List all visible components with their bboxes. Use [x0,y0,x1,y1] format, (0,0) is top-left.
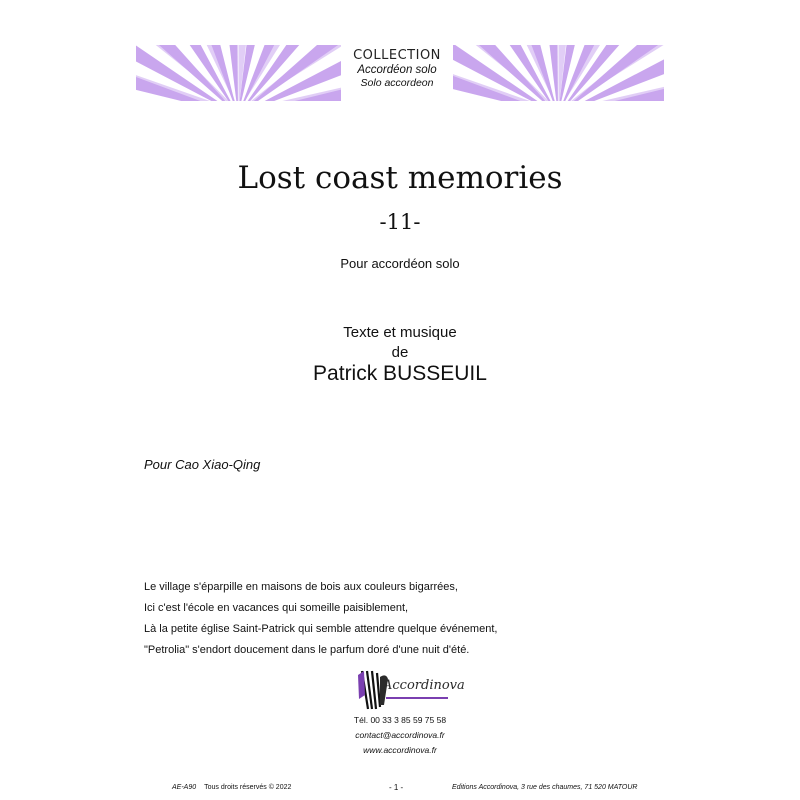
copyright: Tous droits réservés © 2022 [204,784,292,791]
collection-subtitle-fr: Accordéon solo [357,64,437,76]
page-number: - 1 - [389,783,404,792]
poem-line: Le village s'éparpille en maisons de bois aux couleurs bigarrées, [144,581,458,593]
banner-left-pattern [136,45,341,101]
author-name: Patrick BUSSEUIL [313,362,487,385]
poem-text [144,577,497,661]
banner-right-pattern [453,45,664,101]
logo-text: Accordinova [383,678,465,693]
publisher-logo [356,665,465,713]
poem-line: Là la petite église Saint-Patrick qui semble attendre quelque événement, [144,623,498,635]
logo-underline [386,697,448,699]
website-link[interactable]: www.accordinova.fr [363,745,437,755]
page-title: Lost coast memories [237,160,563,196]
instrumentation: Pour accordéon solo [340,256,460,271]
piece-number: -11- [379,210,421,234]
phone: Tél. 00 33 3 85 59 75 58 [353,715,447,725]
collection-subtitle-en: Solo accordeon [360,77,434,89]
footer-left [172,784,291,791]
credit-de: de [391,344,409,361]
catalog-code: AE-A90 [172,784,197,791]
poem-line: "Petrolia" s'endort doucement dans le parfum doré d'une nuit d'été. [144,644,470,656]
publisher-address: Editions Accordinova, 3 rue des chaumes, 71 520 MATOUR [452,784,638,791]
email-link[interactable]: contact@accordinova.fr [355,730,445,740]
collection-title: COLLECTION [353,48,441,63]
credit-line: Texte et musique [343,324,457,341]
contact-block [300,713,500,758]
collection-header [341,45,453,101]
poem-line: Ici c'est l'école en vacances qui someille paisiblement, [144,602,409,614]
dedication: Pour Cao Xiao-Qing [144,457,261,472]
